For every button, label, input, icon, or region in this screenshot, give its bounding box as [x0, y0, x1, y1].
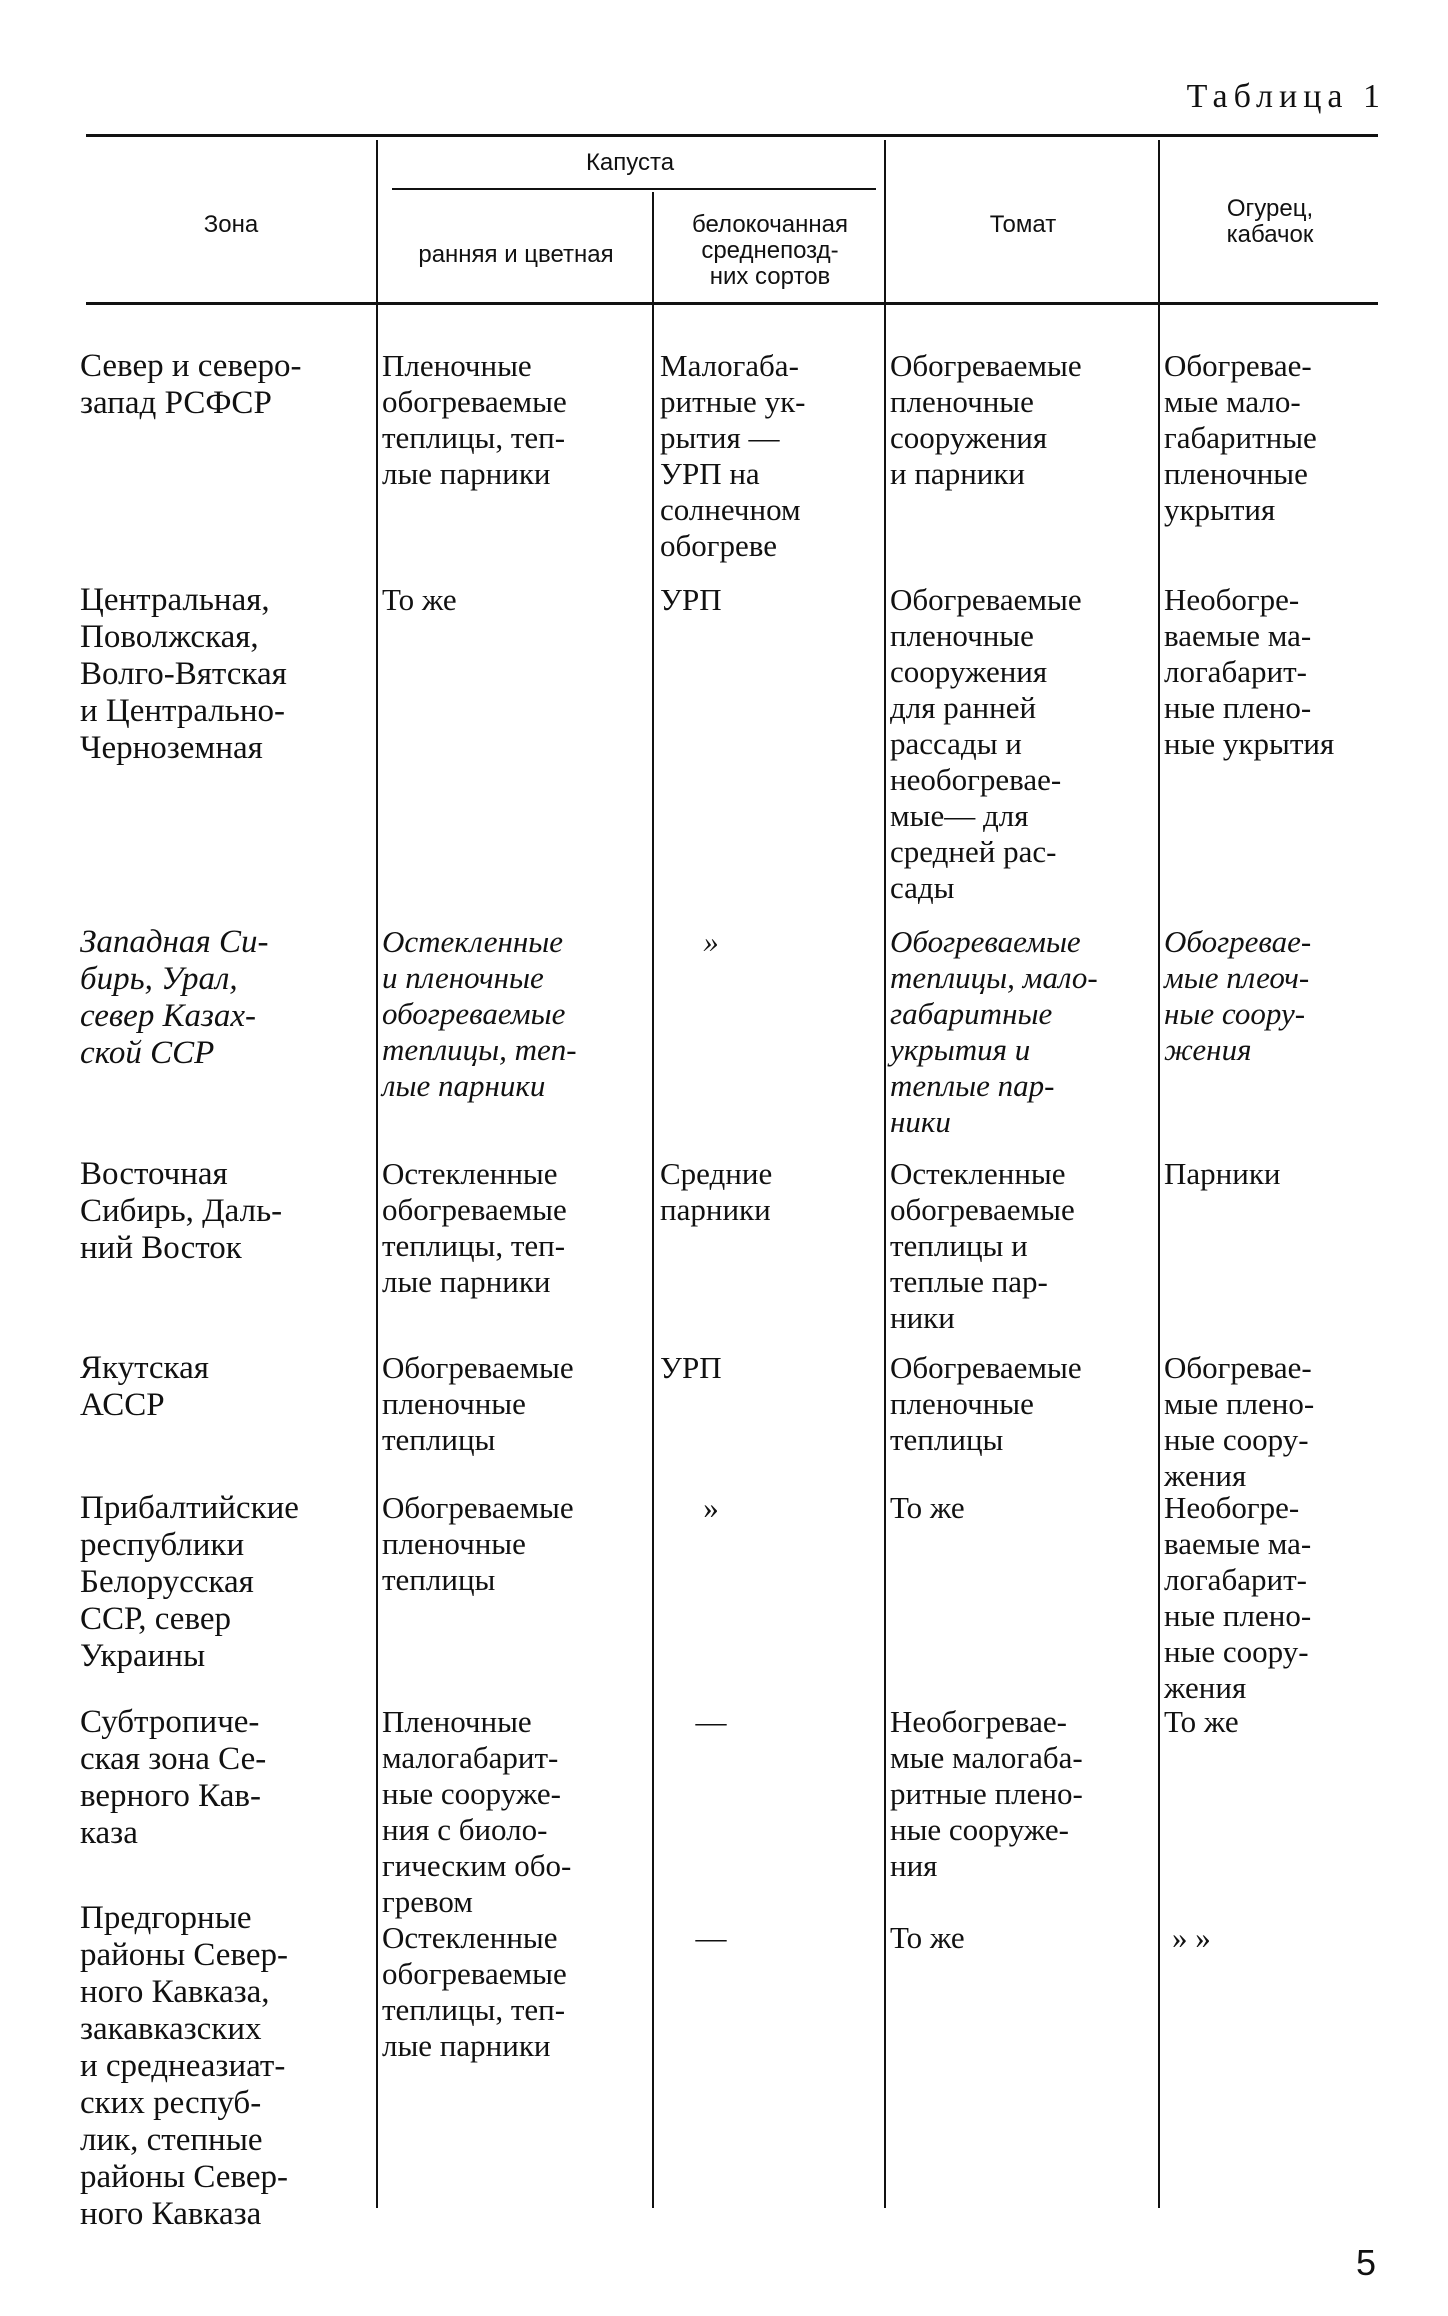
- row-7-cabbage-early: Пленочные малогабарит- ные сооруже- ния с биоло- гическим обо- гревом: [382, 1704, 572, 1919]
- header-zone: Зона: [203, 211, 259, 238]
- row-1-cabbage-early: Пленочные обогреваемые теплицы, теп- лые парники: [382, 348, 567, 491]
- row-4-cabbage-early: Остекленные обогреваемые теплицы, теп- лые парники: [382, 1156, 567, 1299]
- row-6-cabbage-white: »: [703, 1490, 719, 1525]
- row-1-tomato: Обогреваемые пленочные сооружения и парники: [890, 348, 1082, 491]
- row-8-tomato: То же: [890, 1920, 965, 1955]
- row-2-cabbage-early: То же: [382, 582, 457, 617]
- row-3-zone: Западная Си- бирь, Урал, север Казах- ской ССР: [80, 924, 269, 1071]
- header-cabbage-white: белокочанная среднепозд- них сортов: [692, 211, 848, 290]
- col-rule-2: [652, 192, 654, 2208]
- row-3-cabbage-white: »: [703, 924, 719, 959]
- top-rule: [86, 134, 1378, 137]
- row-4-tomato: Остекленные обогреваемые теплицы и теплые пар- ники: [890, 1156, 1075, 1335]
- row-8-cabbage-early: Остекленные обогреваемые теплицы, теп- лые парники: [382, 1920, 567, 2063]
- row-8-cucumber: » »: [1172, 1920, 1211, 1955]
- row-5-cabbage-early: Обогреваемые пленочные теплицы: [382, 1350, 574, 1457]
- row-6-cucumber: Необогре- ваемые ма- логабарит- ные плено- ные соору- жения: [1164, 1490, 1312, 1705]
- col-rule-4: [1158, 140, 1160, 2208]
- row-6-zone: Прибалтийские республики Белорусская ССР, север Украины: [80, 1490, 299, 1674]
- row-4-zone: Восточная Сибирь, Даль- ний Восток: [80, 1156, 283, 1266]
- row-2-tomato: Обогреваемые пленочные сооружения для ранней рассады и необогревае- мые— для средней рас- сады: [890, 582, 1082, 905]
- header-cucumber: Огурец, кабачок: [1226, 195, 1314, 248]
- row-2-zone: Центральная, Поволжская, Волго-Вятская и Центрально- Черноземная: [80, 582, 287, 766]
- row-6-cabbage-early: Обогреваемые пленочные теплицы: [382, 1490, 574, 1597]
- header-bottom-rule: [86, 302, 1378, 305]
- cabbage-subrule: [392, 188, 876, 190]
- row-5-tomato: Обогреваемые пленочные теплицы: [890, 1350, 1082, 1457]
- header-cabbage: Капуста: [585, 149, 675, 176]
- header-tomato: Томат: [989, 211, 1057, 238]
- row-1-cucumber: Обогревае- мые мало- габаритные пленочные укрытия: [1164, 348, 1317, 527]
- row-3-cucumber: Обогревае- мые плеоч- ные соору- жения: [1164, 924, 1312, 1067]
- row-8-cabbage-white: —: [695, 1920, 727, 1955]
- row-4-cucumber: Парники: [1164, 1156, 1281, 1191]
- page-number: 5: [1355, 2242, 1376, 2283]
- row-7-cucumber: То же: [1164, 1704, 1239, 1739]
- row-3-tomato: Обогреваемые теплицы, мало- габаритные укрытия и теплые пар- ники: [890, 924, 1098, 1139]
- row-4-cabbage-white: Средние парники: [660, 1156, 773, 1227]
- row-7-tomato: Необогревае- мые малогаба- ритные плено- ные сооруже- ния: [890, 1704, 1083, 1883]
- row-2-cucumber: Необогре- ваемые ма- логабарит- ные плено- ные укрытия: [1164, 582, 1335, 761]
- row-5-cucumber: Обогревае- мые плено- ные соору- жения: [1164, 1350, 1315, 1493]
- row-7-zone: Субтропиче- ская зона Се- верного Кав- каза: [80, 1704, 267, 1851]
- row-3-cabbage-early: Остекленные и пленочные обогреваемые теплицы, теп- лые парники: [382, 924, 577, 1103]
- row-1-zone: Север и северо- запад РСФСР: [80, 348, 302, 421]
- row-1-cabbage-white: Малогаба- ритные ук- рытия — УРП на солнечном обогреве: [660, 348, 806, 563]
- col-rule-1: [376, 140, 378, 2208]
- row-7-cabbage-white: —: [695, 1704, 727, 1739]
- row-5-cabbage-white: УРП: [660, 1350, 722, 1385]
- row-2-cabbage-white: УРП: [660, 582, 722, 617]
- col-rule-3: [884, 140, 886, 2208]
- header-cabbage-early: ранняя и цветная: [418, 241, 614, 268]
- row-6-tomato: То же: [890, 1490, 965, 1525]
- row-5-zone: Якутская АССР: [80, 1350, 209, 1423]
- table-caption: Таблица 1: [1186, 78, 1386, 115]
- row-8-zone: Предгорные районы Север- ного Кавказа, закавказских и среднеазиат- ских респуб- лик, степные районы Север- ного Кавказа: [80, 1900, 288, 2232]
